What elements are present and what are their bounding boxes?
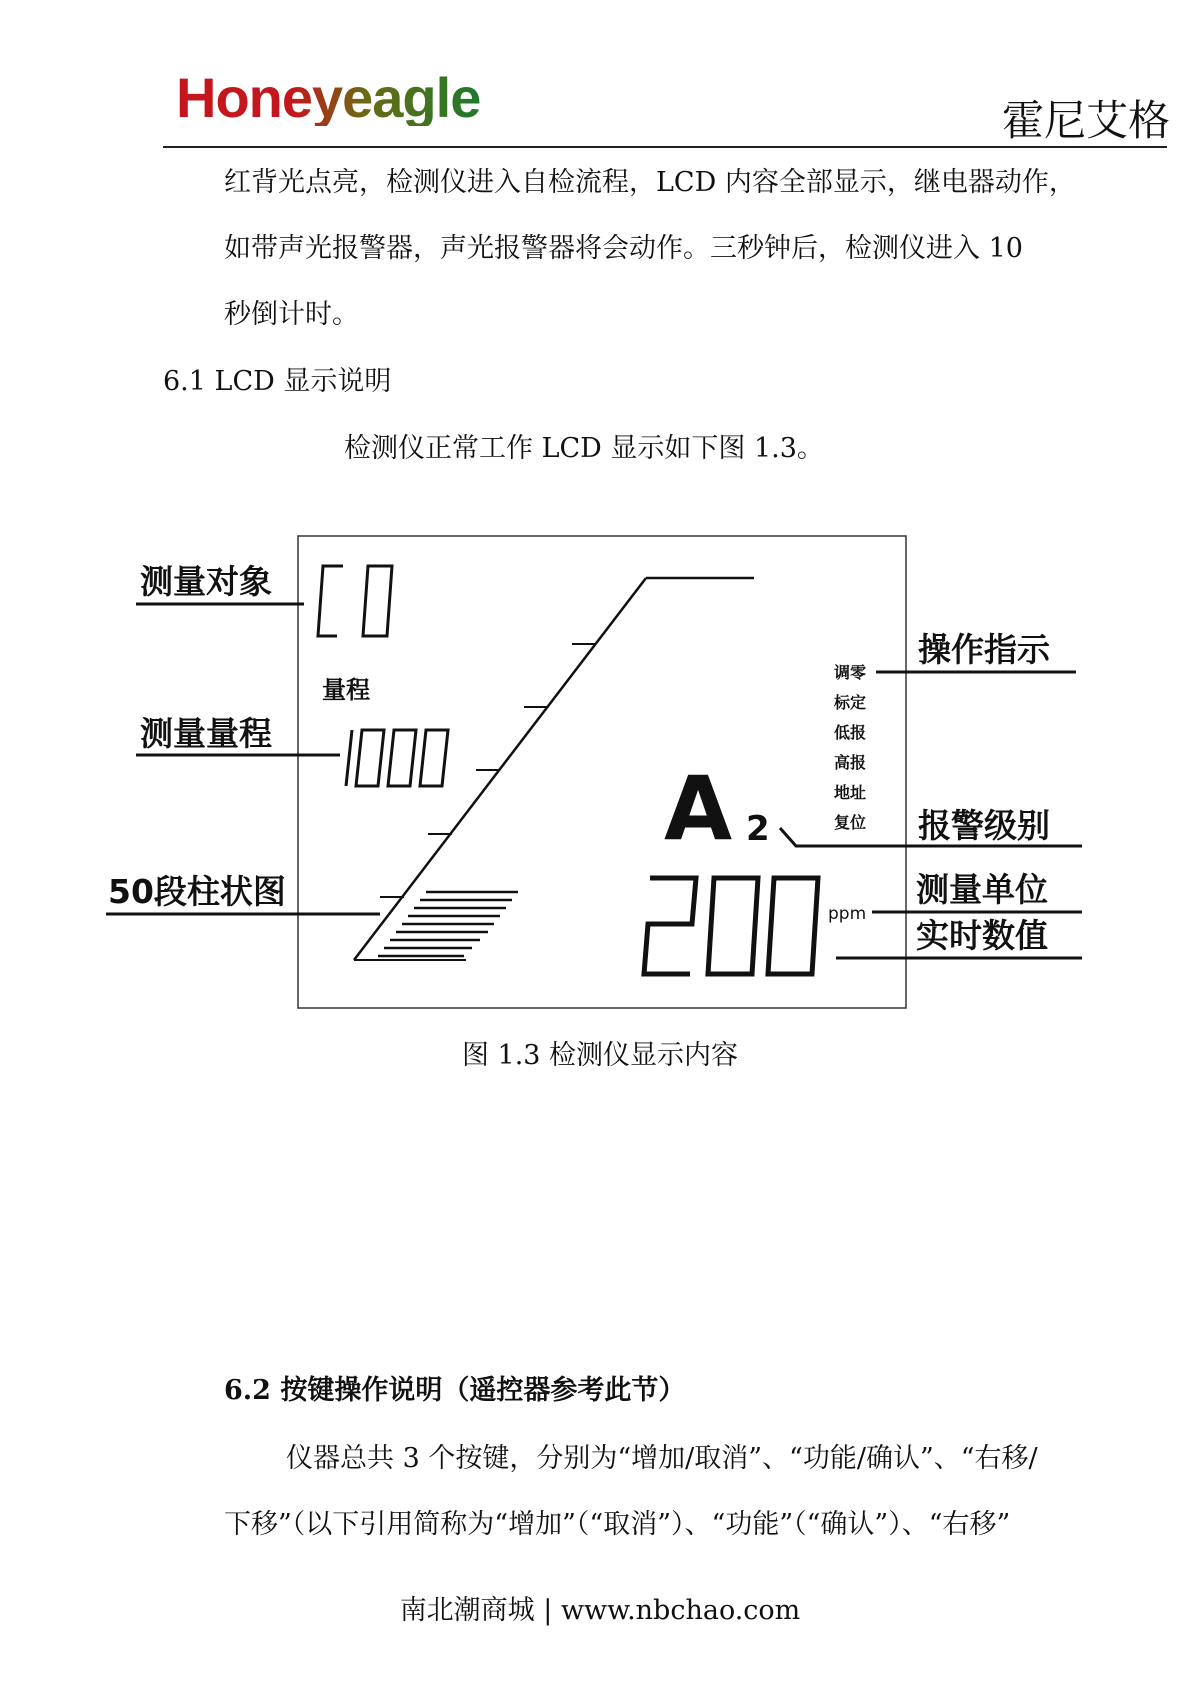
paragraph-line: 秒倒计时。 (224, 299, 359, 330)
label-measure-object: 测量对象 (140, 562, 272, 601)
paragraph-line: 仪器总共 3 个按键，分别为“增加/取消”、“功能/确认”、“右移/ (286, 1443, 1038, 1474)
figure-caption: 图 1.3 检测仪显示内容 (461, 1040, 739, 1071)
page-footer: 南北潮商城 | www.nbchao.com (399, 1595, 801, 1626)
brand-chinese-name: 霍尼艾格 (1001, 96, 1170, 145)
indicator-calibrate: 标定 (834, 693, 867, 712)
honeyeagle-logo: Honeyeagle (176, 66, 481, 129)
section-heading-6-1: 6.1 LCD 显示说明 (163, 366, 392, 397)
lcd-alarm-letter: A (664, 757, 733, 860)
lcd-gas-text (318, 566, 394, 638)
label-measure-range: 测量量程 (140, 714, 272, 753)
label-measure-unit: 测量单位 (916, 870, 1048, 909)
figure-intro: 检测仪正常工作 LCD 显示如下图 1.3。 (344, 433, 824, 464)
lcd-reading-text (644, 878, 820, 976)
header-divider (163, 146, 1167, 148)
paragraph-line: 如带声光报警器，声光报警器将会动作。三秒钟后，检测仪进入 10 (224, 233, 1023, 264)
indicator-high-alarm: 高报 (834, 753, 867, 772)
lcd-unit: ppm (828, 904, 867, 924)
label-realtime-value: 实时数值 (916, 916, 1048, 955)
lcd-alarm-number: 2 (746, 809, 770, 849)
indicator-low-alarm: 低报 (834, 723, 867, 742)
section-heading-6-2: 6.2 按键操作说明（遥控器参考此节） (224, 1375, 686, 1406)
paragraph-line: 下移”（以下引用简称为“增加”（“取消”）、“功能”（“确认”）、“右移” (224, 1509, 1011, 1540)
indicator-reset: 复位 (834, 813, 867, 832)
indicator-address: 地址 (834, 783, 867, 802)
label-bar-graph: 50段柱状图 (108, 872, 286, 911)
label-operation-indicator: 操作指示 (918, 630, 1050, 669)
lcd-range-label: 量程 (322, 676, 370, 704)
lcd-range-text (346, 730, 450, 788)
paragraph-line: 红背光点亮，检测仪进入自检流程，LCD 内容全部显示，继电器动作， (224, 167, 1076, 198)
indicator-zero: 调零 (834, 663, 867, 682)
label-alarm-level: 报警级别 (918, 806, 1050, 845)
